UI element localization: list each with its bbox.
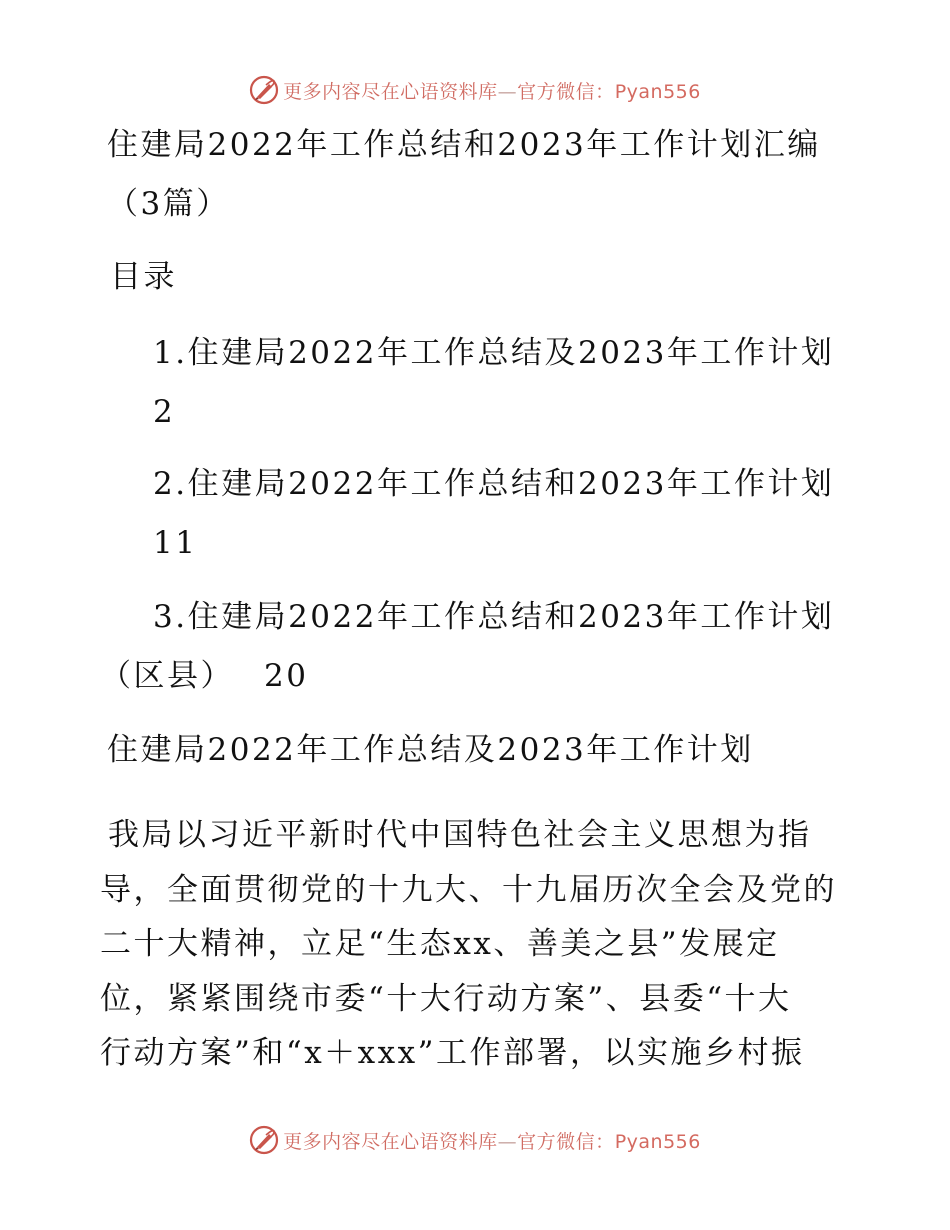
- toc-item-2-page: 11: [153, 525, 198, 561]
- watermark-wechat-label: 官方微信：: [517, 1130, 615, 1153]
- watermark-wechat-label: 官方微信：: [517, 80, 615, 103]
- toc-item-text: 住建局2022年工作总结和2023年工作计划: [187, 599, 835, 635]
- quill-pen-icon: [249, 75, 279, 105]
- watermark-brand: 更多内容尽在心语资料库: [283, 1130, 498, 1153]
- body-line-4: 位，紧紧围绕市委“十大行动方案”、县委“十大: [100, 980, 792, 1017]
- body-line-1: 我局以习近平新时代中国特色社会主义思想为指: [108, 817, 812, 853]
- toc-item-number: 2.: [153, 466, 188, 502]
- body-paragraph: [100, 808, 860, 1081]
- toc-item-2[interactable]: [153, 464, 834, 504]
- body-line-3: 二十大精神，立足“生态xx、善美之县”发展定: [100, 926, 780, 962]
- document-title-line1: 住建局2022年工作总结和2023年工作计划汇编: [107, 127, 821, 163]
- toc-heading: 目录: [110, 259, 177, 295]
- toc-item-1-page: 2: [153, 394, 176, 430]
- watermark-wechat-id: Pyan556: [614, 80, 701, 103]
- toc-item-number: 1.: [153, 335, 188, 371]
- toc-item-3-page: 20: [264, 658, 309, 694]
- quill-pen-icon: [249, 1125, 279, 1155]
- toc-item-3-continuation: [100, 656, 308, 696]
- watermark-separator: —: [497, 1130, 518, 1153]
- watermark-brand: 更多内容尽在心语资料库: [283, 80, 498, 103]
- document-title-line2: （3篇）: [107, 186, 230, 222]
- toc-item-prefix: （区县）: [100, 658, 234, 694]
- watermark-banner-bottom: [0, 1120, 950, 1160]
- section-title: 住建局2022年工作总结及2023年工作计划: [107, 732, 754, 768]
- toc-item-1[interactable]: [153, 333, 834, 373]
- watermark-separator: —: [497, 80, 518, 103]
- watermark-banner-top: [0, 70, 950, 110]
- toc-item-text: 住建局2022年工作总结及2023年工作计划: [187, 335, 835, 371]
- toc-item-3[interactable]: [153, 597, 834, 637]
- toc-item-number: 3.: [153, 599, 188, 635]
- body-line-5: 行动方案”和“x＋xxx”工作部署，以实施乡村振: [100, 1035, 805, 1071]
- toc-item-text: 住建局2022年工作总结和2023年工作计划: [187, 466, 835, 502]
- watermark-wechat-id: Pyan556: [614, 1130, 701, 1153]
- body-line-2: 导，全面贯彻党的十九大、十九届历次全会及党的: [100, 871, 837, 908]
